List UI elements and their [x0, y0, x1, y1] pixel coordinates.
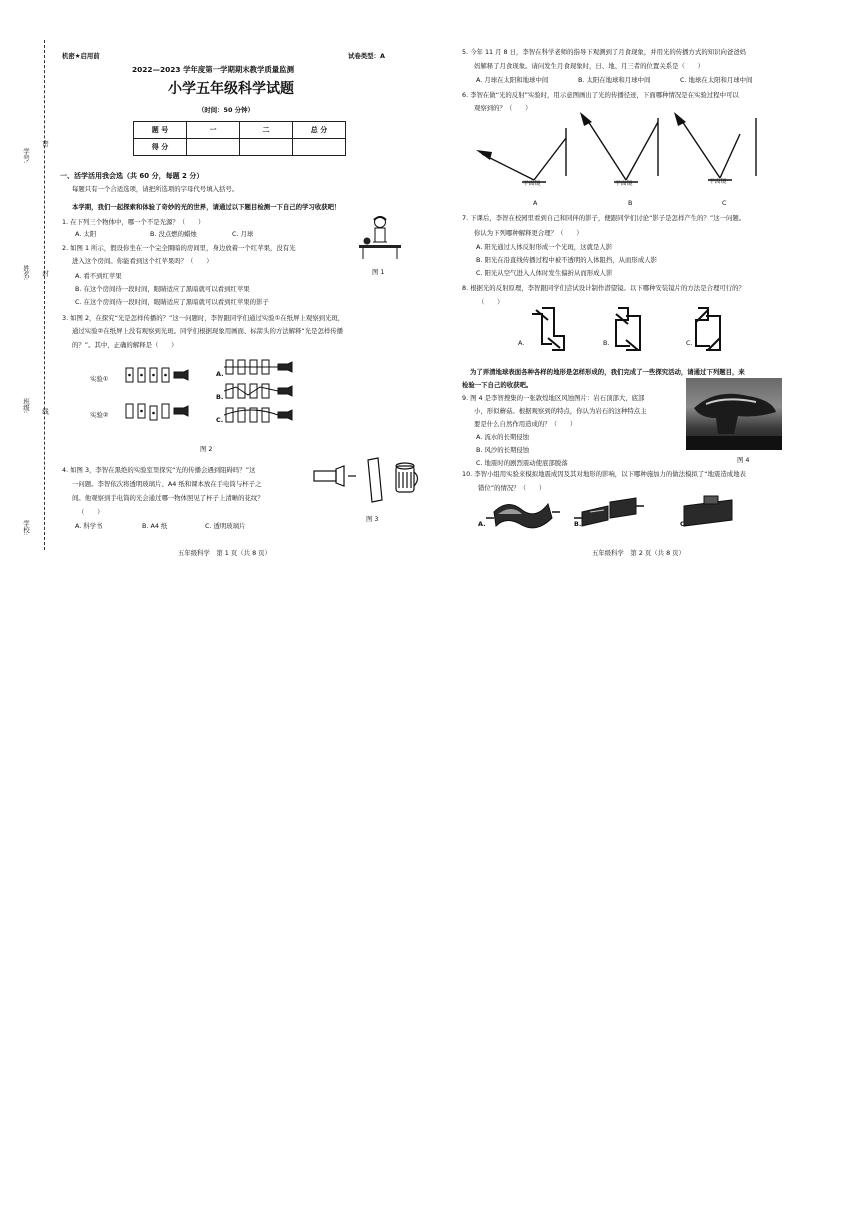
question-6-cont: 观察到的？（ ） — [474, 104, 532, 112]
intro-text: 本学期，我们一起探索和体验了奇妙的光的世界，请通过以下题目检测一下自己的学习收获吧！ — [72, 203, 341, 211]
mirror-label-b: 平面镜 — [615, 181, 633, 187]
question-4-cont: 一问题。李智依次将透明玻璃片、A4 纸和课本放在手电筒与杯子之 — [72, 480, 262, 488]
figure-2-caption: 图 2 — [200, 445, 213, 453]
q8-option-a: A. — [518, 339, 525, 347]
page-title: 小学五年级科学试题 — [168, 81, 294, 97]
q8-periscope-designs — [530, 306, 730, 352]
mirror-label-a: 平面镜 — [523, 181, 541, 187]
question-10-cont: 错位”的情况？（ ） — [478, 484, 546, 492]
q1-option-a: A. 太阳 — [75, 230, 97, 238]
question-2-cont: 进入这个房间。你能看到这个红苹果吗？（ ） — [72, 257, 213, 265]
q3-option-b: B. — [216, 393, 224, 401]
q3-option-a: A. — [216, 370, 224, 378]
q9-option-a: A. 流水的长期侵蚀 — [476, 433, 530, 441]
figure-4-caption: 图 4 — [737, 456, 750, 464]
q4-option-c: C. 透明玻璃片 — [205, 522, 246, 530]
time-label: （时间：50 分钟） — [198, 106, 254, 114]
seal-mark: 密 — [41, 140, 49, 147]
q10-rock-models — [486, 492, 786, 534]
class-label: 班级: — [22, 398, 30, 414]
score-header-cell: 题 号 — [134, 122, 187, 139]
question-8: 8. 根据光的反射原理，李智跟同学们尝试设计制作潜望镜。以下哪种安装镜片的方法是合理可行的？ — [462, 284, 745, 292]
question-4-cont3: （ ） — [78, 508, 104, 516]
q2-option-b: B. 在这个房间待一段时间，眼睛适应了黑暗就可以看到红苹果 — [75, 285, 250, 293]
exam-line: 2022—2023 学年度第一学期期末教学质量监测 — [132, 65, 294, 74]
question-7: 7. 下课后，李智在校园里看到自己和同伴的影子，便跟同学们讨论“影子是怎样产生的？”这一问题。 — [462, 214, 746, 222]
question-4-cont2: 间。他观察到手电筒的光会通过哪一物体照见了杯子上清晰的花纹？ — [72, 494, 264, 502]
question-3-cont2: 的？”。其中，正确的解释是（ ） — [72, 341, 178, 349]
question-9-cont2: 要是什么自然作用造成的？（ ） — [474, 420, 577, 428]
order-mark: 封 — [41, 270, 49, 277]
question-8-cont: （ ） — [478, 298, 504, 306]
experiment-setup-drawing — [122, 364, 192, 424]
question-2: 2. 如图 1 所示，假设你坐在一个完全圈暗的房间里，身边放着一个红苹果，没有光 — [62, 244, 296, 252]
q1-option-b: B. 没点燃的蜡烛 — [150, 230, 197, 238]
figure-1-caption: 图 1 — [372, 268, 385, 276]
q8-option-c: C. — [686, 339, 693, 347]
question-9: 9. 图 4 是李智搜集的一张敦煌地区风蚀图片：岩石顶部大，底部 — [462, 394, 645, 402]
score-table — [133, 121, 346, 156]
figure-3-caption: 图 3 — [366, 515, 379, 523]
q6-option-c: C — [722, 199, 727, 207]
question-6: 6. 李智在做“光的反射”实验时，用示意图画出了光的传播径迹，下面哪种情况是在实验过程中可以 — [462, 91, 739, 99]
q2-option-a: A. 看不到红苹果 — [75, 272, 122, 280]
question-3: 3. 如图 2，在探究“光是怎样传播的？”这一问题时，李智跟同学们通过实验①在纸屏上观察到光斑， — [62, 314, 345, 322]
figure-4-photo — [686, 378, 782, 450]
q9-option-b: B. 风沙的长期侵蚀 — [476, 446, 530, 454]
secret-label: 机密★启用前 — [62, 52, 100, 60]
score-row-label: 得 分 — [134, 139, 187, 156]
q10-option-b: B. — [574, 520, 582, 528]
question-9-cont: 小，形似蘑菇。根据观察到的特点，你认为岩石的这种特点主 — [474, 407, 647, 415]
score-header-cell: 二 — [240, 122, 293, 139]
score-cell[interactable] — [240, 139, 293, 156]
q6-option-a: A — [533, 199, 538, 207]
footer-page-2: 五年级科学 第 2 页（共 8 页） — [592, 549, 685, 557]
section-note: 每题只有一个合适选项，请把所选项的字母代号填入括号。 — [72, 185, 239, 193]
q5-option-b: B. 太阳在地球和月球中间 — [578, 76, 651, 84]
question-5-cont: 妈解释了月食现象。请问发生月食现象时，日、地、月三者的位置关系是（ ） — [474, 62, 705, 70]
q10-option-c: C. — [680, 520, 688, 528]
question-10: 10. 李智小组用实验来模拟地震成因及其对地形的影响，以下哪种施加力的做法模拟了“地震造成地表 — [462, 470, 746, 478]
score-cell[interactable] — [187, 139, 240, 156]
student-id-label: 学号: — [22, 148, 30, 164]
score-header-cell: 总 分 — [293, 122, 346, 139]
question-1: 1. 在下列三个物体中，哪一个不是光源？（ ） — [62, 218, 205, 226]
q5-option-c: C. 地球在太阳和月球中间 — [680, 76, 753, 84]
figure-1-illustration — [355, 213, 405, 263]
q3-options-drawing — [224, 357, 304, 435]
name-label: 姓名: — [22, 265, 30, 281]
mirror-label-c: 平面镜 — [709, 179, 727, 185]
question-7-cont: 你认为下列哪种解释更合理？（ ） — [474, 229, 583, 237]
school-label: 学校: — [22, 520, 30, 536]
q4-option-b: B. A4 纸 — [142, 522, 168, 530]
q7-option-c: C. 阳光从空气进入人体时发生偏折从而形成人影 — [476, 269, 613, 277]
question-5: 5. 今年 11 月 8 日，李智在科学老师的指导下观测到了月食现象，并用光的传播方式的知识向爸爸妈 — [462, 48, 747, 56]
q4-option-a: A. 科学书 — [75, 522, 103, 530]
q9-option-c: C. 地震时的剧烈震动使底部脱落 — [476, 459, 568, 467]
line-mark: 线 — [41, 408, 49, 415]
q10-option-a: A. — [478, 520, 486, 528]
section-heading: 一、活学活用我会选（共 60 分，每题 2 分） — [60, 172, 204, 180]
q2-option-c: C. 在这个房间待一段时间，眼睛适应了黑暗就可以看到红苹果的影子 — [75, 298, 269, 306]
experiment-1-label: 实验① — [90, 375, 109, 383]
q8-option-b: B. — [603, 339, 610, 347]
question-3-cont: 通过实验②在纸屏上没有观察到光斑。同学们根据现象用画面、标箭头的方法解释“光是怎样传播 — [72, 327, 344, 335]
binding-line — [44, 40, 45, 550]
footer-page-1: 五年级科学 第 1 页（共 8 页） — [178, 549, 271, 557]
q3-option-c: C. — [216, 416, 224, 424]
intro-text-2: 为了弄清地球表面各种各样的地形是怎样形成的，我们完成了一些探究活动，请通过下列题目，来 — [470, 368, 745, 376]
score-cell[interactable] — [293, 139, 346, 156]
experiment-2-label: 实验② — [90, 411, 109, 419]
paper-type: 试卷类型：A — [348, 52, 385, 60]
intro-text-2-cont: 检验一下自己的收获吧。 — [462, 381, 533, 389]
score-header-cell: 一 — [187, 122, 240, 139]
q7-option-a: A. 阳光通过人体反射形成一个光斑，这就是人影 — [476, 243, 613, 251]
q7-option-b: B. 阳光在沿直线传播过程中被不透明的人体阻挡，从而形成人影 — [476, 256, 657, 264]
q6-option-b: B — [628, 199, 633, 207]
question-4: 4. 如图 3，李智在黑绝的实验室里探究“光的传播会遇到阻碍吗？”这 — [62, 466, 256, 474]
q1-option-c: C. 月球 — [232, 230, 254, 238]
figure-3-illustration — [310, 456, 422, 506]
q5-option-a: A. 月球在太阳和地球中间 — [476, 76, 549, 84]
